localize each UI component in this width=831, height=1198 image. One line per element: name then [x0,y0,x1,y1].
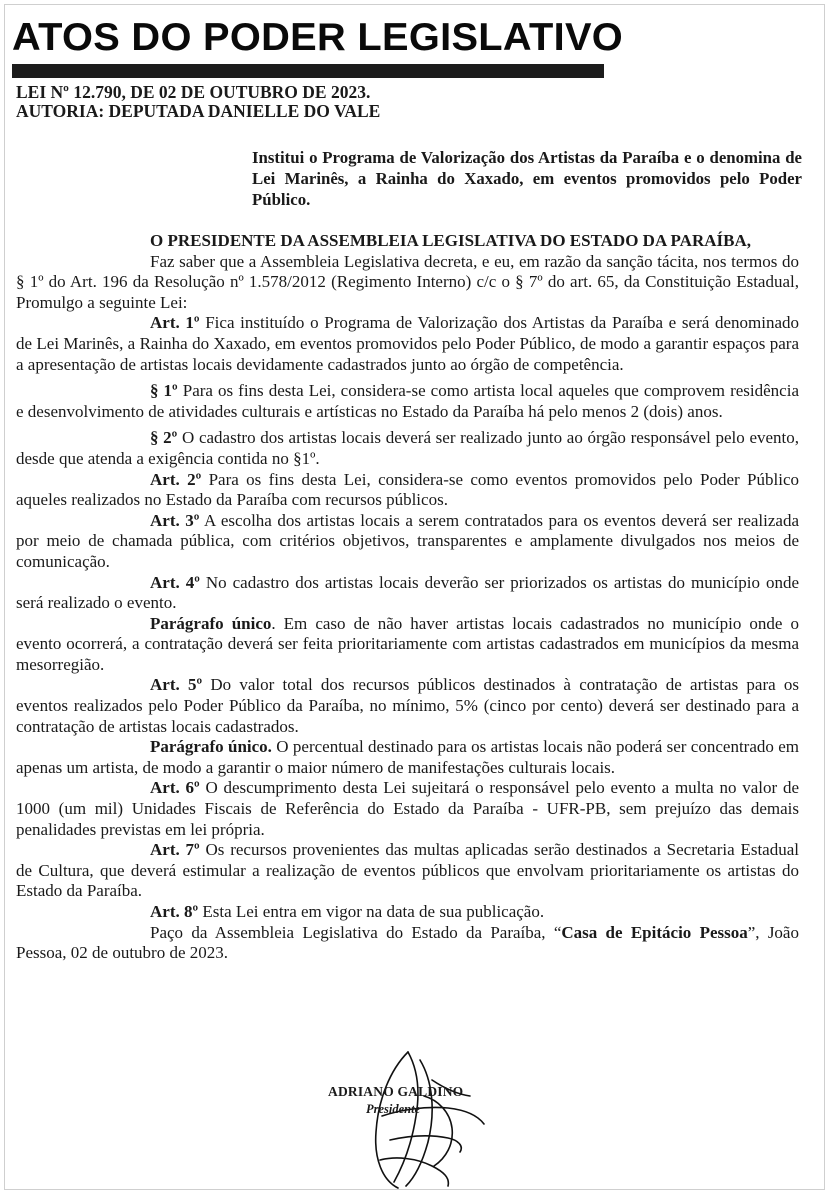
closing-statement [16,923,799,964]
article-text: O percentual destinado para os artistas locais não poderá ser concentrado em apenas um artista, de modo a garantir o maior número de manifestações culturais locais. [16,737,799,777]
article-3 [16,511,799,573]
closing-text: Paço da Assembleia Legislativa do Estado da Paraíba, “ [150,922,562,942]
signatory-name: ADRIANO GALDINO [328,1084,464,1099]
article-label: Parágrafo único [150,613,272,633]
article-text: Esta Lei entra em vigor na data de sua publicação. [202,902,545,921]
article-5-sole-paragraph [16,737,799,778]
article-label: Art. 7º [150,840,200,860]
preamble-text: Faz saber que a Assembleia Legislativa decreta, e eu, em razão da sanção tácita, nos termos do § 1º do Art. 196 da Resolução nº 1.578/2012 (Regimento Interno) c/c o § 7º do art. 65, da Constituição Estadual, Promulgo a seguinte Lei: [16,251,799,312]
article-text: Para os fins desta Lei, considera-se como eventos promovidos pelo Poder Público aqueles realizados no Estado da Paraíba com recursos públicos. [16,469,799,510]
article-4 [16,573,799,614]
article-text: O descumprimento desta Lei sujeitará o responsável pelo evento a multa no valor de 1000 (um mil) Unidades Fiscais de Referência do Estado da Paraíba - UFR-PB, sem prejuízo das demais penalidades previstas em lei própria. [16,778,799,839]
article-text: No cadastro dos artistas locais deverão ser priorizados os artistas do município onde será realizado o evento. [16,572,799,613]
article-text: A escolha dos artistas locais a serem contratados para os eventos deverá ser realizada por meio de chamada pública, com critérios objetivos, transparentes e amplamente divulgados nos meios de comunicação. [16,510,799,571]
closing-text-end: ”, João Pessoa, 02 de outubro de 2023. [16,922,799,963]
article-1-paragraph-1 [16,381,799,422]
article-text: Do valor total dos recursos públicos destinados à contratação de artistas para os eventos realizados pelo Poder Público da Paraíba, no mínimo, 5% (cinco por cento) deverá ser destinado para a contratação de artistas locais cadastrados. [16,675,799,736]
article-7 [16,840,799,902]
article-label: Art. 8º [150,902,199,921]
article-label: Art. 5º [150,675,203,695]
law-body [16,231,799,964]
law-authorship: AUTORIA: DEPUTADA DANIELLE DO VALE [16,101,381,121]
article-5 [16,675,799,737]
signatory-role: Presidente [366,1102,421,1116]
article-2 [16,470,799,511]
article-text: Para os fins desta Lei, considera-se como artista local aqueles que comprovem residência e desenvolvimento de atividades culturais e artísticas no Estado da Paraíba há pelo menos 2 (dois) anos. [16,381,799,421]
title-underline-bar [12,64,604,78]
article-text: Os recursos provenientes das multas aplicadas serão destinados a Secretaria Estadual de Cultura, que deverá estimular a realização de eventos públicos que envolvam prioritariamente os artistas do Estado da Paraíba. [16,840,799,901]
article-label: Art. 2º [150,469,202,489]
article-label: Parágrafo único. [150,737,272,757]
article-8 [16,902,799,923]
preamble-heading: O PRESIDENTE DA ASSEMBLEIA LEGISLATIVA DO ESTADO DA PARAÍBA, [150,231,751,250]
closing-place: Casa de Epitácio Pessoa [561,922,748,942]
article-label: Art. 1º [150,313,200,333]
article-label: Art. 6º [150,778,200,798]
law-summary: Institui o Programa de Valorização dos Artistas da Paraíba e o denomina de Lei Marinês, a Rainha do Xaxado, em eventos promovidos pelo Poder Público. [252,148,802,209]
article-text: Fica instituído o Programa de Valorização dos Artistas da Paraíba e será denominado de Lei Marinês, a Rainha do Xaxado, em eventos promovidos pelo Poder Público, de modo a garantir espaços para a apresentação de artistas locais devidamente cadastrados junto ao órgão de competência. [16,313,799,374]
signature-block [320,1040,540,1190]
article-4-sole-paragraph [16,614,799,676]
article-label: § 1º [150,381,178,401]
article-label: Art. 4º [150,572,200,592]
section-title: ATOS DO PODER LEGISLATIVO [12,16,624,59]
handwritten-signature [320,1040,540,1190]
article-1-paragraph-2 [16,428,799,469]
article-6 [16,778,799,840]
article-label: Art. 3º [150,510,200,530]
article-text: O cadastro dos artistas locais deverá ser realizado junto ao órgão responsável pelo evento, desde que atenda a exigência contida no §1º. [16,428,800,468]
law-number: LEI Nº 12.790, DE 02 DE OUTUBRO DE 2023. [16,82,371,102]
article-1 [16,313,799,375]
article-label: § 2º [150,428,178,448]
article-text: . Em caso de não haver artistas locais cadastrados no município onde o evento ocorrerá, a contratação deverá ser feita prioritariamente com artistas cadastrados em municípios da mesma mesorregião. [16,613,799,674]
